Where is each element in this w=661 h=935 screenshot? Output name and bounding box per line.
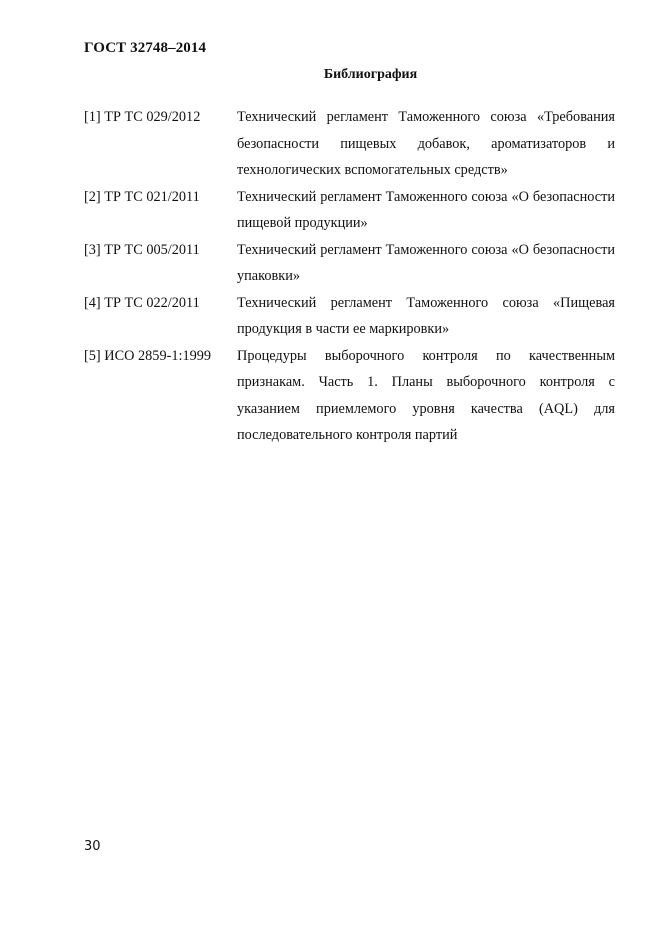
bibliography-description: Технический регламент Таможенного союза «О безопасности упаковки» xyxy=(237,241,615,284)
bibliography-entry xyxy=(84,237,615,290)
bibliography-description: Процедуры выборочного контроля по качественным признакам. Часть 1. Планы выборочного контроля с указанием приемлемого уровня качества (AQL) для последовательного контроля партий xyxy=(237,347,615,443)
bibliography-entry xyxy=(84,290,615,343)
bibliography-description: Технический регламент Таможенного союза «Пищевая продукция в части ее маркировки» xyxy=(237,294,615,337)
bibliography-reference: [1] ТР ТС 029/2012 xyxy=(84,109,201,125)
bibliography-description: Технический регламент Таможенного союза «О безопасности пищевой продукции» xyxy=(237,188,615,231)
document-standard-header: ГОСТ 32748–2014 xyxy=(84,40,207,56)
bibliography-entry xyxy=(84,184,615,237)
bibliography-title: Библиография xyxy=(323,67,418,82)
page-number: 30 xyxy=(84,839,101,854)
bibliography-reference: [5] ИСО 2859-1:1999 xyxy=(84,347,212,364)
bibliography-reference: [2] ТР ТС 021/2011 xyxy=(84,188,200,205)
bibliography-entry xyxy=(84,343,615,449)
bibliography-reference: [4] ТР ТС 022/2011 xyxy=(84,294,200,311)
bibliography-description: Технический регламент Таможенного союза «Требования безопасности пищевых добавок, ароматизаторов и технологических вспомогательных средств» xyxy=(237,109,615,178)
bibliography-entry xyxy=(84,104,615,184)
bibliography-list xyxy=(84,104,615,449)
bibliography-reference: [3] ТР ТС 005/2011 xyxy=(84,241,200,258)
